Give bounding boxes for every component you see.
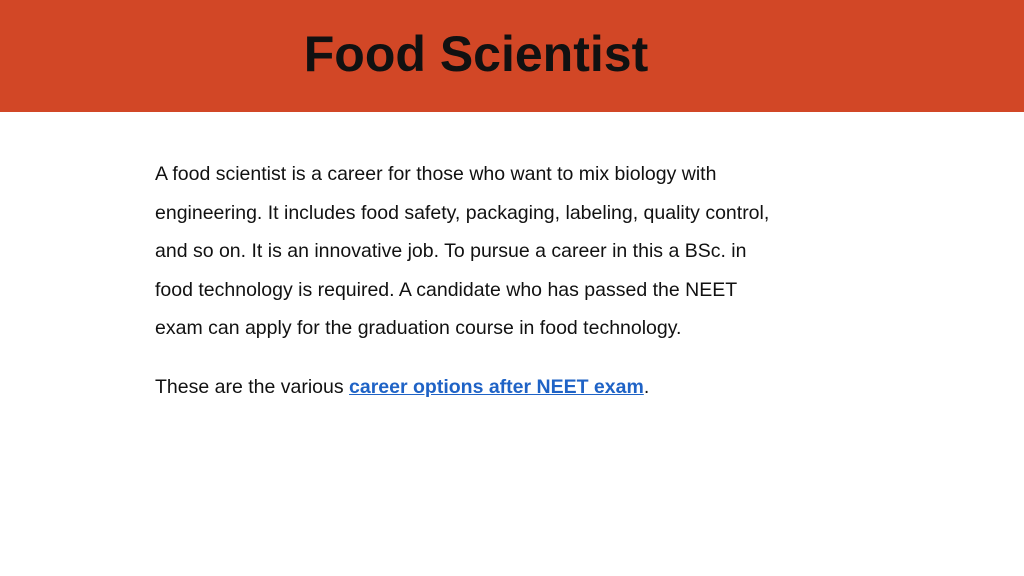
slide-title: Food Scientist [303,26,649,82]
paragraph-line: food technology is required. A candidate who has passed the NEET [155,278,738,301]
closing-sentence [155,368,875,406]
title-banner [0,0,1024,112]
paragraph-line: and so on. It is an innovative job. To pursue a career in this a BSc. in [155,240,747,262]
closing-prefix: These are the various [155,376,350,398]
career-options-link[interactable]: career options after NEET exam [349,376,644,398]
description-paragraph [155,155,875,348]
paragraph-line: A food scientist is a career for those who want to mix biology with [155,163,717,185]
paragraph-line: exam can apply for the graduation course in food technology. [155,317,682,339]
paragraph-line: engineering. It includes food safety, packaging, labeling, quality control, [155,201,770,224]
closing-suffix: . [643,376,650,398]
